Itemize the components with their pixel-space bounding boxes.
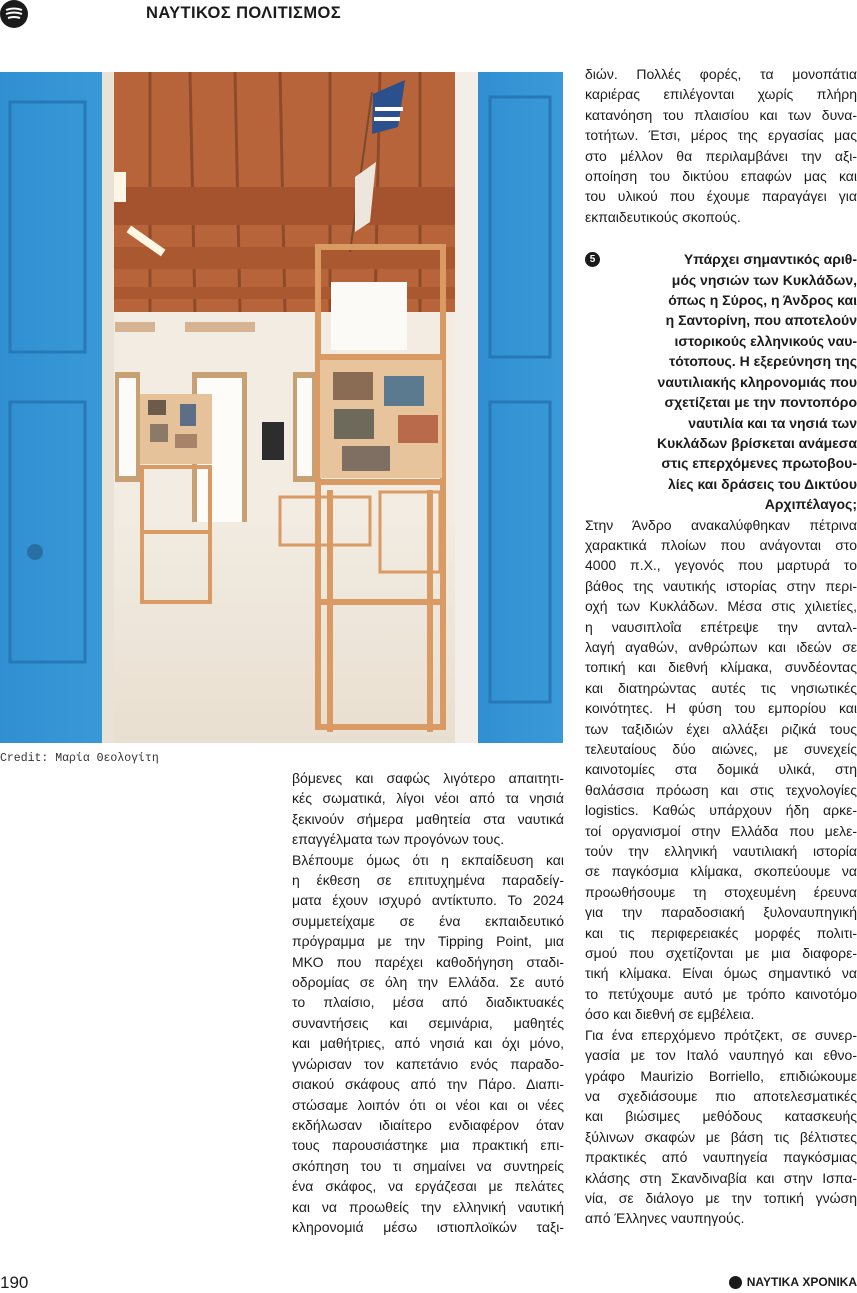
text-line: σκόπηση του τι σημαίνει να συντηρείς xyxy=(292,1157,564,1174)
text-line: το πετύχουμε αυτό με τρόπο καινοτόμο xyxy=(585,985,857,1002)
text-line: λαγή αγαθών, ανθρώπων και ιδεών σε xyxy=(585,638,857,655)
paragraph xyxy=(585,64,857,227)
text-line: λίες και δράσεις του Δικτύου xyxy=(667,475,857,492)
text-line: τοπική και διεθνή κλίμακα, συνδέοντας xyxy=(585,659,857,676)
text-line: τοτήτων. Έτσι, μέρος της εργασίας μας xyxy=(585,127,857,144)
text-line: κές σωματικά, λίγοι νέοι από τα νησιά xyxy=(292,790,564,807)
article-column-middle xyxy=(292,768,564,1237)
text-line: γνώρισαν τον καπετάνιο ενός παραδο- xyxy=(292,1055,564,1072)
text-line: οδρομίας σε όλη την Ελλάδα. Σε αυτό xyxy=(292,974,564,991)
article-column-right xyxy=(585,64,857,1229)
text-line: 4000 π.Χ., γεγονός που μαρτυρά το xyxy=(585,557,857,574)
text-line: επαγγέλματα των προγόνων τους. xyxy=(292,831,505,848)
text-line: κοινότητες. Η φύση του εμπορίου και xyxy=(585,700,857,717)
text-line: θαλάσσια πρόωση και στις τεχνολογίες xyxy=(585,781,857,798)
text-line: το πλαίσιο, μέσα από διαδικτυακές xyxy=(292,994,564,1011)
text-line: τότοπους. Η εξερεύνηση της xyxy=(669,353,857,370)
text-line: γασία με τον Ιταλό ναυπηγό και εθνο- xyxy=(585,1047,857,1064)
text-line: τούν την ελληνική ναυτιλιακή ιστορία xyxy=(585,843,857,860)
text-line: Στην Άνδρο ανακαλύφθηκαν πέτρινα xyxy=(585,516,857,533)
text-line: Υπάρχει σημαντικός αριθ- xyxy=(683,251,857,268)
text-line: από Έλληνες ναυπηγούς. xyxy=(585,1210,745,1227)
text-line: στο μέλλον θα περιλαμβάνει την αξι- xyxy=(585,147,857,164)
text-line: πρόγραμμα με την Tipping Point, μια xyxy=(292,933,564,950)
text-line: καριέρας επιλέγονται χωρίς πλήρη xyxy=(585,86,857,103)
footer-brand xyxy=(729,1275,857,1289)
paragraph xyxy=(292,768,564,850)
text-line: σιακού σκάφους από την Πάρο. Διαπι- xyxy=(292,1076,564,1093)
text-line: κλάσης στη Σκανδιναβία και στην Ισπα- xyxy=(585,1169,857,1186)
text-line: ματα έχουν ισχυρό αντίκτυπο. Το 2024 xyxy=(292,892,564,909)
text-line: και βιώσιμες μεθόδους κατασκευής xyxy=(585,1108,857,1125)
magazine-logo-icon xyxy=(0,0,28,28)
text-line: κατανόηση του πλαισίου και των δυνα- xyxy=(585,106,857,123)
text-line: κληρονομιά μέσω ιστιοπλοϊκών ταξι- xyxy=(292,1218,564,1235)
text-line: οποίηση του δικτύου επαφών μας και xyxy=(585,168,857,185)
question-text xyxy=(585,249,857,514)
text-line: η έκθεση σε επιτυχημένα παραδείγ- xyxy=(292,872,564,889)
page-number: 190 xyxy=(0,1273,29,1292)
text-line: ξεκινούν σήμερα μαθητεία στα ναυτικά xyxy=(292,810,564,827)
photo-credit: Credit: Μαρία Θεολογίτη xyxy=(0,752,159,765)
text-line: σε παγκόσμια κλίμακα, σκοπεύουμε να xyxy=(585,863,857,880)
text-line: Αρχιπέλαγος; xyxy=(764,496,857,513)
text-line: ένα σκάφος, να εργάζεσαι με πελάτες xyxy=(292,1178,564,1195)
text-line: όσο και διεθνή σε εμβέλεια. xyxy=(585,1006,755,1023)
brand-logo-icon xyxy=(729,1276,742,1289)
paragraph xyxy=(585,1025,857,1229)
text-line: σχετίζεται με την ποντοπόρο xyxy=(664,394,857,411)
text-line: εκδήλωσαν ιδιαίτερο ενδιαφέρον όταν xyxy=(292,1116,564,1133)
text-line: να σχεδιάσουμε πιο αποτελεσματικές xyxy=(585,1087,857,1104)
paragraph xyxy=(292,850,564,1238)
text-line: και διατηρώντας αυτές τις νησιωτικές xyxy=(585,679,857,696)
text-line: γράφο Maurizio Borriello, επιδιώκουμε xyxy=(585,1067,857,1084)
text-line: χαρακτικά πλοίων που ανάγονται στο xyxy=(585,536,857,553)
text-line: ναυτιλία και τα νησιά των xyxy=(688,414,857,431)
text-line: για την παραδοσιακή ξυλοναυπηγική xyxy=(585,904,857,921)
text-line: τελευταίους δύο αιώνες, με συνεχείς xyxy=(585,741,857,757)
text-line: στις επερχόμενες πρωτοβου- xyxy=(661,455,857,472)
text-line: ιστορικούς ελληνικούς ναυ- xyxy=(674,332,857,349)
text-line: και μαθήτριες, από νησιά και όχι μόνο, xyxy=(292,1035,564,1052)
text-line: τους παρουσιάστηκε μια πρακτική επι- xyxy=(292,1137,564,1154)
text-line: Για ένα επερχόμενο πρότζεκτ, σε συνερ- xyxy=(585,1026,857,1043)
section-title: ΝΑΥΤΙΚΟΣ ΠΟΛΙΤΙΣΜΟΣ xyxy=(146,4,342,22)
text-line: βάθος της ναυτικής ιστορίας στην περι- xyxy=(585,577,857,594)
text-line: συναντήσεις και σεμινάρια, μαθητές xyxy=(292,1014,564,1031)
exhibition-photo xyxy=(0,72,563,743)
text-line: τοί οργανισμοί στην Ελλάδα που μελε- xyxy=(585,822,857,839)
text-line: Κυκλάδων βρίσκεται ανάμεσα xyxy=(656,434,857,451)
interview-question xyxy=(585,249,857,514)
text-line: καινοτομίες στα δομικά υλικά, στη xyxy=(585,761,857,778)
text-line: πρακτικές από ναυπηγεία παγκόσμιας xyxy=(585,1149,857,1166)
text-line: του υλικού που έχουμε παραγάγει για xyxy=(585,188,857,205)
text-line: η Σαντορίνη, που αποτελούν xyxy=(665,312,857,329)
text-line: και να προωθείς την ελληνική ναυτική xyxy=(292,1198,564,1215)
text-line: των ταξιδιών έχει αλλάξει ριζικά τους xyxy=(585,720,857,737)
text-line: στώσαμε λοιπόν ότι οι νέοι και οι νέες xyxy=(292,1096,564,1113)
text-line: η ναυσιπλοΐα επέτρεψε την ανταλ- xyxy=(585,618,857,635)
text-line: και τις περιφερειακές μορφές πολιτι- xyxy=(585,924,857,941)
paragraph xyxy=(585,515,857,1025)
question-number-badge: 5 xyxy=(585,252,600,267)
text-line: ναυτιλιακής κληρονομιάς που xyxy=(657,373,857,390)
text-line: οχή των Κυκλάδων. Μέσα στις χιλιετίες, xyxy=(585,598,857,615)
text-line: ξύλινων σκαφών με βάση τις βέλτιστες xyxy=(585,1128,857,1145)
text-line: νία, σε διάλογο με την τοπική γνώση xyxy=(585,1189,857,1206)
text-line: μός νησιών των Κυκλάδων, xyxy=(671,271,857,288)
text-line: προωθήσουμε τη στοχευμένη έρευνα xyxy=(585,883,857,900)
text-line: ΜΚΟ που παρέχει καθοδήγηση σταδι- xyxy=(292,953,564,970)
text-line: συμμετείχαμε σε ένα εκπαιδευτικό xyxy=(292,912,564,929)
brand-name: ΝΑΥΤΙΚΑ ΧΡΟΝΙΚΑ xyxy=(746,1275,857,1289)
text-line: logistics. Καθώς υπάρχουν ήδη αρκε- xyxy=(585,802,857,819)
text-line: σμού που σχετίζονται με μια διαφορε- xyxy=(585,945,857,962)
text-line: διών. Πολλές φορές, τα μονοπάτια xyxy=(585,66,857,82)
text-line: εκπαιδευτικούς σκοπούς. xyxy=(585,208,741,225)
text-line: βόμενες και σαφώς λιγότερο απαιτητι- xyxy=(292,770,564,786)
text-line: όπως η Σύρος, η Άνδρος και xyxy=(668,292,857,309)
text-line: τική κλίμακα. Είναι όμως σημαντικό να xyxy=(585,965,857,982)
text-line: Βλέπουμε όμως ότι η εκπαίδευση και xyxy=(292,851,564,868)
